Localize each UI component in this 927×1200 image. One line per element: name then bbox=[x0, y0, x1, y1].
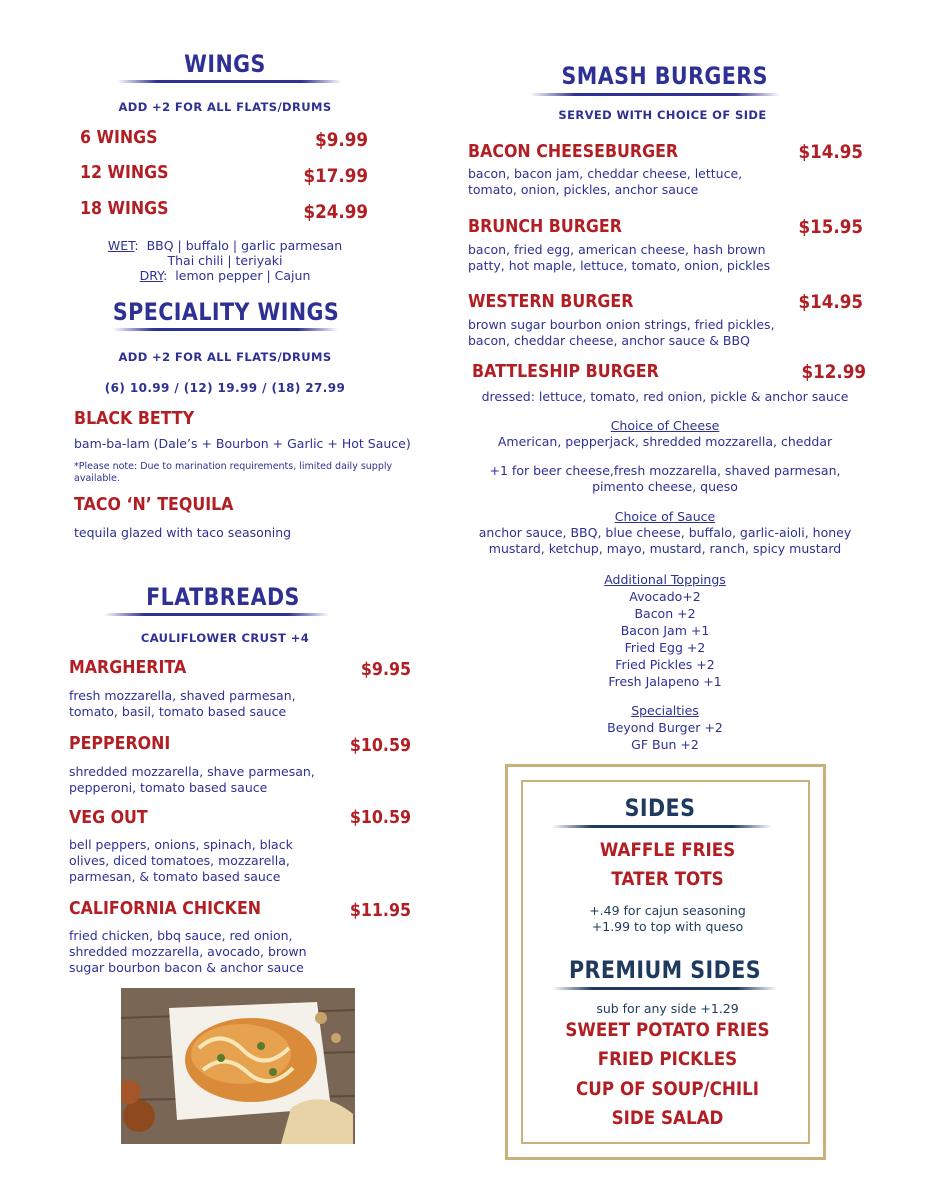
sauce-options bbox=[455, 509, 875, 557]
wings-item-name: 12 WINGS bbox=[80, 162, 169, 183]
desc-line: fried chicken, bbq sauce, red onion, bbox=[69, 928, 293, 943]
flatbread-item-desc bbox=[69, 688, 409, 720]
burgers-divider bbox=[530, 93, 780, 96]
toppings-title: Additional Toppings bbox=[604, 572, 726, 587]
wet-label: WET bbox=[107, 238, 135, 253]
desc-line: fresh mozzarella, shaved parmesan, bbox=[69, 688, 296, 703]
food-photo-art bbox=[121, 988, 355, 1144]
topping-item: Bacon Jam +1 bbox=[620, 623, 710, 638]
side-item: TATER TOTS bbox=[611, 868, 724, 890]
sides-upcharge bbox=[545, 903, 790, 935]
wings-divider bbox=[117, 80, 342, 83]
desc-line: olives, diced tomatoes, mozzarella, bbox=[69, 853, 290, 868]
desc-line: +1.99 to top with queso bbox=[591, 919, 744, 934]
burger-item-name: BATTLESHIP BURGER bbox=[472, 361, 659, 382]
speciality-wings-title: SPECIALITY WINGS bbox=[112, 298, 340, 326]
flatbread-item-name: VEG OUT bbox=[69, 807, 148, 828]
desc-line: anchor sauce, BBQ, blue cheese, buffalo, garlic-aioli, honey bbox=[478, 525, 852, 540]
specialties-list bbox=[555, 702, 775, 753]
dry-line: lemon pepper | Cajun bbox=[175, 268, 311, 283]
speciality-item-desc: tequila glazed with taco seasoning bbox=[74, 525, 292, 540]
wings-flats-note: ADD +2 FOR ALL FLATS/DRUMS bbox=[118, 100, 332, 114]
topping-item: Fried Egg +2 bbox=[624, 640, 706, 655]
desc-line: +.49 for cajun seasoning bbox=[589, 903, 746, 918]
smash-burgers-title: SMASH BURGERS bbox=[561, 62, 768, 90]
flatbread-item-price: $10.59 bbox=[349, 735, 411, 756]
desc-line: shredded mozzarella, shave parmesan, bbox=[69, 764, 315, 779]
sides-divider bbox=[552, 825, 772, 828]
topping-item: Fried Pickles +2 bbox=[615, 657, 715, 672]
topping-item: Fresh Jalapeno +1 bbox=[608, 674, 722, 689]
desc-line: parmesan, & tomato based sauce bbox=[69, 869, 281, 884]
toppings-list bbox=[555, 571, 775, 690]
specialties-title: Specialties bbox=[631, 703, 699, 718]
speciality-divider bbox=[113, 328, 338, 331]
cheese-upcharge bbox=[455, 463, 875, 495]
specialty-item: GF Bun +2 bbox=[631, 737, 699, 752]
flatbread-item-price: $11.95 bbox=[349, 900, 411, 921]
burger-item-desc bbox=[468, 317, 868, 349]
wings-title: WINGS bbox=[184, 50, 266, 78]
desc-line: bacon, cheddar cheese, anchor sauce & BBQ bbox=[468, 333, 750, 348]
flatbreads-divider bbox=[104, 613, 329, 616]
flatbread-food-photo bbox=[121, 988, 355, 1144]
specialty-item: Beyond Burger +2 bbox=[607, 720, 723, 735]
desc-line: pimento cheese, queso bbox=[592, 479, 738, 494]
speciality-item-desc: bam-ba-lam (Dale’s + Bourbon + Garlic + Hot Sauce) bbox=[74, 436, 411, 451]
dry-label: DRY bbox=[139, 268, 164, 283]
desc-line: pepperoni, tomato based sauce bbox=[69, 780, 268, 795]
desc-line: +1 for beer cheese,fresh mozzarella, shaved parmesan, bbox=[489, 463, 841, 478]
premium-side-item: FRIED PICKLES bbox=[597, 1048, 738, 1070]
topping-item: Avocado+2 bbox=[629, 589, 701, 604]
desc-line: patty, hot maple, lettuce, tomato, onion, pickles bbox=[468, 258, 771, 273]
flatbread-item-desc bbox=[69, 928, 409, 976]
flatbread-item-name: PEPPERONI bbox=[69, 733, 171, 754]
desc-line: tomato, onion, pickles, anchor sauce bbox=[468, 182, 699, 197]
flatbread-item-name: MARGHERITA bbox=[69, 657, 187, 678]
speciality-item-name: BLACK BETTY bbox=[74, 408, 195, 429]
dry-sauces: DRY: lemon pepper | Cajun bbox=[139, 268, 311, 283]
burger-item-desc: dressed: lettuce, tomato, red onion, pickle & anchor sauce bbox=[481, 389, 849, 404]
burger-item-name: BACON CHEESEBURGER bbox=[468, 141, 679, 162]
premium-side-item: SIDE SALAD bbox=[611, 1107, 724, 1129]
burger-item-price: $14.95 bbox=[798, 291, 863, 313]
burger-item-name: BRUNCH BURGER bbox=[468, 216, 622, 237]
burgers-side-note: SERVED WITH CHOICE OF SIDE bbox=[558, 108, 767, 122]
speciality-disclaimer: *Please note: Due to marination requirements, limited daily supply available. bbox=[74, 461, 393, 484]
wet-line-1: BBQ | buffalo | garlic parmesan bbox=[146, 238, 343, 253]
premium-divider bbox=[552, 987, 777, 990]
burger-item-price: $14.95 bbox=[798, 141, 863, 163]
wings-sauce-list bbox=[70, 238, 380, 283]
premium-side-item: SWEET POTATO FRIES bbox=[565, 1019, 770, 1041]
burger-item-name: WESTERN BURGER bbox=[468, 291, 634, 312]
wings-item-name: 6 WINGS bbox=[80, 127, 158, 148]
premium-side-item: CUP OF SOUP/CHILI bbox=[576, 1078, 759, 1100]
wings-item-price: $9.99 bbox=[315, 129, 368, 151]
sides-title: SIDES bbox=[624, 794, 696, 822]
speciality-pricing: (6) 10.99 / (12) 19.99 / (18) 27.99 bbox=[104, 381, 346, 395]
desc-line: shredded mozzarella, avocado, brown bbox=[69, 944, 307, 959]
flatbread-item-price: $9.95 bbox=[360, 659, 411, 680]
flatbread-item-desc bbox=[69, 764, 409, 796]
sauce-title: Choice of Sauce bbox=[614, 509, 716, 524]
desc-line: tomato, basil, tomato based sauce bbox=[69, 704, 287, 719]
cheese-title: Choice of Cheese bbox=[610, 418, 720, 433]
premium-sides-title: PREMIUM SIDES bbox=[568, 956, 762, 984]
speciality-flats-note: ADD +2 FOR ALL FLATS/DRUMS bbox=[118, 350, 332, 364]
topping-item: Bacon +2 bbox=[634, 606, 696, 621]
wings-item-price: $24.99 bbox=[303, 201, 368, 223]
burger-item-desc bbox=[468, 166, 868, 198]
speciality-item-name: TACO ‘N’ TEQUILA bbox=[74, 494, 234, 515]
wings-item-name: 18 WINGS bbox=[80, 198, 169, 219]
burger-item-desc bbox=[468, 242, 868, 274]
desc-line: brown sugar bourbon onion strings, fried pickles, bbox=[468, 317, 775, 332]
flatbread-item-name: CALIFORNIA CHICKEN bbox=[69, 898, 262, 919]
desc-line: bacon, fried egg, american cheese, hash brown bbox=[468, 242, 766, 257]
flatbread-item-desc bbox=[69, 837, 409, 885]
burger-item-price: $15.95 bbox=[798, 216, 863, 238]
cheese-options bbox=[455, 418, 875, 450]
wet-sauces: WET: BBQ | buffalo | garlic parmesan bbox=[107, 238, 343, 253]
premium-note: sub for any side +1.29 bbox=[596, 1001, 739, 1016]
flatbreads-title: FLATBREADS bbox=[146, 583, 300, 611]
side-item: WAFFLE FRIES bbox=[599, 839, 736, 861]
wet-line-2: Thai chili | teriyaki bbox=[167, 253, 283, 268]
desc-line: sugar bourbon bacon & anchor sauce bbox=[69, 960, 304, 975]
desc-line: bacon, bacon jam, cheddar cheese, lettuce, bbox=[468, 166, 743, 181]
burger-item-price: $12.99 bbox=[801, 361, 866, 383]
desc-line: bell peppers, onions, spinach, black bbox=[69, 837, 293, 852]
desc-line: mustard, ketchup, mayo, mustard, ranch, spicy mustard bbox=[488, 541, 842, 556]
flatbread-item-price: $10.59 bbox=[349, 807, 411, 828]
wings-item-price: $17.99 bbox=[303, 165, 368, 187]
cauliflower-note: CAULIFLOWER CRUST +4 bbox=[140, 631, 310, 645]
cheese-line: American, pepperjack, shredded mozzarella, cheddar bbox=[497, 434, 833, 449]
